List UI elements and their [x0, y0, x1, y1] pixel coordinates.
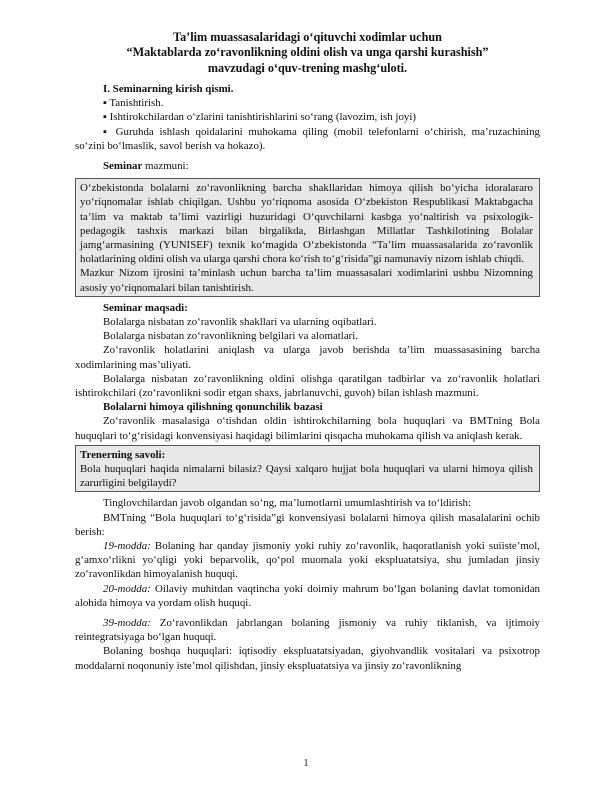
- info-box: [75, 178, 540, 297]
- title-line-2: “Maktablarda zo‘ravonlikning oldini olish va unga qarshi kurashish”: [126, 45, 489, 60]
- goal-item: Bolalarga nisbatan zo‘ravonlikning belgilari va alomatlari.: [103, 330, 359, 343]
- bullet-marker: ▪: [103, 97, 107, 110]
- bullet-marker: ▪: [103, 125, 110, 138]
- goal-item: Bolalarga nisbatan zo‘ravonlik shakllari va ularning oqibatlari.: [103, 315, 377, 328]
- goal-item: Zo‘ravonlik holatlarini aniqlash va ularga javob berishda ta’lim muassasasining barcha xodimlarining mas’uliyati.: [75, 344, 540, 371]
- intro-bullet-2: ▪ Ishtirokchilardan o‘zlarini tanishtirishlarini so‘rang (lavozim, ish joyi): [103, 111, 416, 124]
- seminar-content-heading: Seminar mazmuni:: [103, 159, 189, 172]
- intro-bullet-3: ▪ Guruhda ishlash qoidalarini muhokama qiling (mobil telefonlarni o‘chirish, ma’ruzachining so‘zini bo‘lmaslik, savol berish va hokazo).: [75, 125, 540, 152]
- trainer-question-box: [75, 445, 540, 493]
- other-rights-paragraph: Bolaning boshqa huquqlari: iqtisodiy ekspluatatsiyadan, giyohvandlik vositalari va psixotrop moddalarni noqonuniy iste’mol qilishdan, jinsiy ekspluatatsiya va jinsiy zo‘ravonlikning: [75, 645, 540, 672]
- summary-paragraph: Tinglovchilardan javob olgandan so‘ng, ma’lumotlarni umumlashtirish va to‘ldirish:: [103, 497, 472, 510]
- intro-bullet-1: ▪ Tanishtirish.: [103, 97, 164, 110]
- article-39: 39-modda: Zo‘ravonlikdan jabrlangan bolaning jismoniy va ruhiy tiklanish, va ijtimoiy reintegratsiyaga bo‘lgan huquqi.: [75, 617, 540, 644]
- goal-item: Bolalarga nisbatan zo‘ravonlikning oldini olishga qaratilgan tadbirlar va zo‘ravonlik holatlari ishtirokchilari (zo‘ravonlikni sodir etgan shaxs, jabrlanuvchi, guvoh) bilan ishlash mazmuni.: [75, 372, 540, 399]
- intro-heading: I. Seminarning kirish qismi.: [103, 82, 234, 95]
- page-number: 1: [303, 758, 309, 769]
- legal-paragraph: Zo‘ravonlik masalasiga o‘tishdan oldin ishtirokchilarning bola huquqlari va BMTning Bola huquqlari to‘g‘risidagi konvensiyasi haqidagi bilimlarini qisqacha muhokama qilish va aniqlash kerak.: [75, 415, 540, 442]
- trainer-question-text: Bola huquqlari haqida nimalarni bilasiz? Qaysi xalqaro hujjat bola huquqlari va ularni himoya qilish zarurligini belgilaydi?: [80, 462, 533, 490]
- article-20: 20-modda: Oilaviy muhitdan vaqtincha yoki doimiy mahrum bo‘lgan bolaning davlat tomonidan alohida himoya va yordam olish huquqi.: [75, 582, 540, 609]
- info-box-paragraph-2: Mazkur Nizom ijrosini ta’minlash uchun barcha ta’lim muassasalari xodimlarini ushbu Nizomning asosiy yo‘riqnomalari bilan tanishtirish.: [80, 267, 533, 294]
- article-19: 19-modda: Bolaning har qanday jismoniy yoki ruhiy zo‘ravonlik, haqoratlanish yoki suiiste’mol, g‘amxo‘rlikni yo‘qligi yoki beparvolik, qo‘pol muomala yoki ekspluatatsiya, shu jumladan jinsiy zo‘ravonlikdan himoyalanish huquqi.: [75, 539, 540, 581]
- bullet-marker: ▪: [103, 111, 107, 124]
- document-title: [75, 30, 540, 76]
- trainer-question-heading: Trenerning savoli:: [80, 448, 166, 461]
- title-line-3: mavzudagi o‘quv-trening mashg‘uloti.: [207, 60, 408, 75]
- convention-paragraph: BMTning “Bola huquqlari to‘g‘risida”gi konvensiyasi bolalarni himoya qilish masalalarini ochib berish:: [75, 511, 540, 538]
- title-line-1: Ta’lim muassasalaridagi o‘qituvchi xodimlar uchun: [173, 30, 442, 44]
- page-content: [75, 30, 540, 673]
- goals-heading: Seminar maqsadi:: [103, 301, 188, 314]
- legal-heading: Bolalarni himoya qilishning qonunchilik bazasi: [103, 401, 323, 414]
- info-box-paragraph-1: O‘zbekistonda bolalarni zo‘ravonlikning barcha shakllaridan himoya qilish bo‘yicha idoralararo yo‘riqnomalar ishlab chiqilgan. Ushbu yo‘riqnoma asosida O‘zbekiston Respublikasi Maktabgacha ta’lim va maktab ta’limi vazirligi huzuridagi O‘quvchilarni kasbga yo‘naltirish va psixologik-pedagogik tashxis markazi bilan birgalikda, Birlashgan Millatlar Tashkilotining Bolalar jamg‘armasining (YUNISEF) texnik ko‘magida O‘zbekistonda “Ta’lim muassasalarida zo‘ravonlik holatlarining oldini olish va ularga qarshi chora ko‘rish to‘g‘risida”gi namunaviy nizom ishlab chiqdi.: [80, 182, 533, 266]
